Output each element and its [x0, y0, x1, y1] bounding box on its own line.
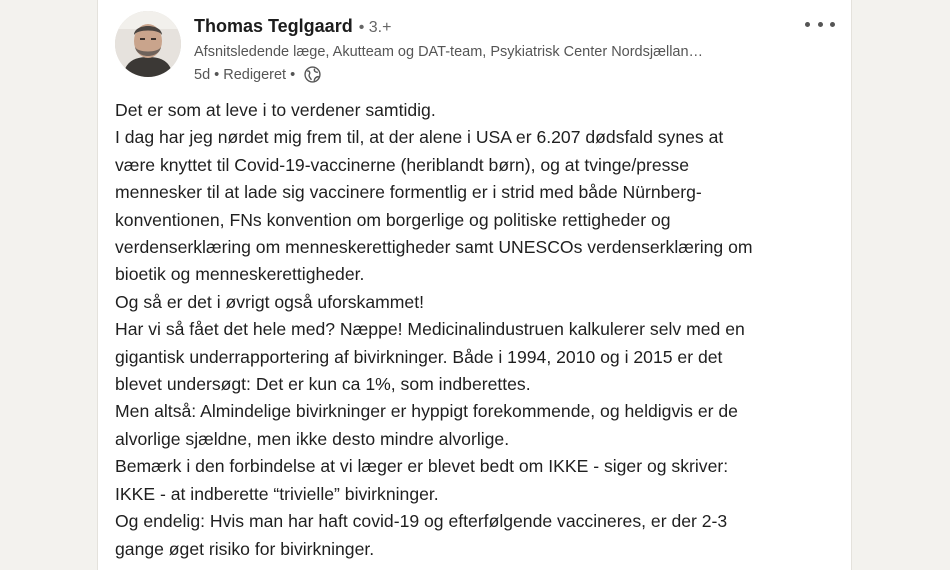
- post-line: gigantisk underrapportering af bivirkninger. Både i 1994, 2010 og i 2015 er det: [115, 346, 723, 367]
- dot: [830, 22, 835, 27]
- post-line: Men altså: Almindelige bivirkninger er hyppigt forekommende, og heldigvis er de: [115, 401, 738, 422]
- post-line: Bemærk i den forbindelse at vi læger er blevet bedt om IKKE - siger og skriver:: [115, 456, 729, 477]
- post-line: alvorlige sjældne, men ikke desto mindre alvorlige.: [115, 428, 510, 449]
- post-line: IKKE - at indberette “trivielle” bivirkninger.: [115, 483, 439, 504]
- avatar[interactable]: [115, 11, 181, 77]
- globe-icon: [304, 66, 321, 83]
- post-line: bioetik og menneskerettigheder.: [115, 264, 365, 285]
- meta-separator: •: [214, 66, 220, 83]
- post-line: I dag har jeg nørdet mig frem til, at der alene i USA er 6.207 dødsfald synes at: [115, 127, 724, 148]
- dot: [818, 22, 823, 27]
- post-line: Og endelig: Hvis man har haft covid-19 og efterfølgende vaccineres, er der 2-3: [115, 511, 728, 532]
- meta-separator: •: [290, 66, 296, 83]
- dot: [805, 22, 810, 27]
- author-headline: Afsnitsledende læge, Akutteam og DAT-team, Psykiatrisk Center Nordsjællan…: [194, 44, 704, 60]
- post-time: 5d: [194, 66, 211, 83]
- post-body: [115, 97, 840, 563]
- post-card: [97, 0, 852, 570]
- avatar-image: [115, 11, 181, 77]
- author-name-row: [194, 16, 391, 37]
- post-line: verdenserklæring om menneskerettigheder samt UNESCOs verdenserklæring om: [115, 237, 753, 258]
- post-line: konventionen, FNs konvention om borgerlige og politiske rettigheder og: [115, 209, 671, 230]
- post-line: Har vi så fået det hele med? Næppe! Medicinalindustruen kalkulerer selv med en: [115, 319, 745, 340]
- edited-label: Redigeret: [223, 66, 287, 83]
- post-line: Det er som at leve i to verdener samtidig.: [115, 100, 436, 120]
- post-line: mennesker til at lade sig vaccinere formentlig er i strid med både Nürnberg-: [115, 182, 702, 203]
- post-line: Og så er det i øvrigt også uforskammet!: [115, 291, 424, 312]
- connection-degree: • 3.+: [358, 19, 392, 36]
- more-options-icon[interactable]: [803, 14, 837, 34]
- post-line: være knyttet til Covid-19-vaccinerne (heriblandt børn), og at tvinge/presse: [115, 154, 690, 175]
- post-line: gange øget risiko for bivirkninger.: [115, 538, 375, 559]
- author-name[interactable]: Thomas Teglgaard: [194, 16, 353, 36]
- post-line: blevet undersøgt: Det er kun ca 1%, som indberettes.: [115, 374, 531, 395]
- post-meta: [194, 66, 321, 83]
